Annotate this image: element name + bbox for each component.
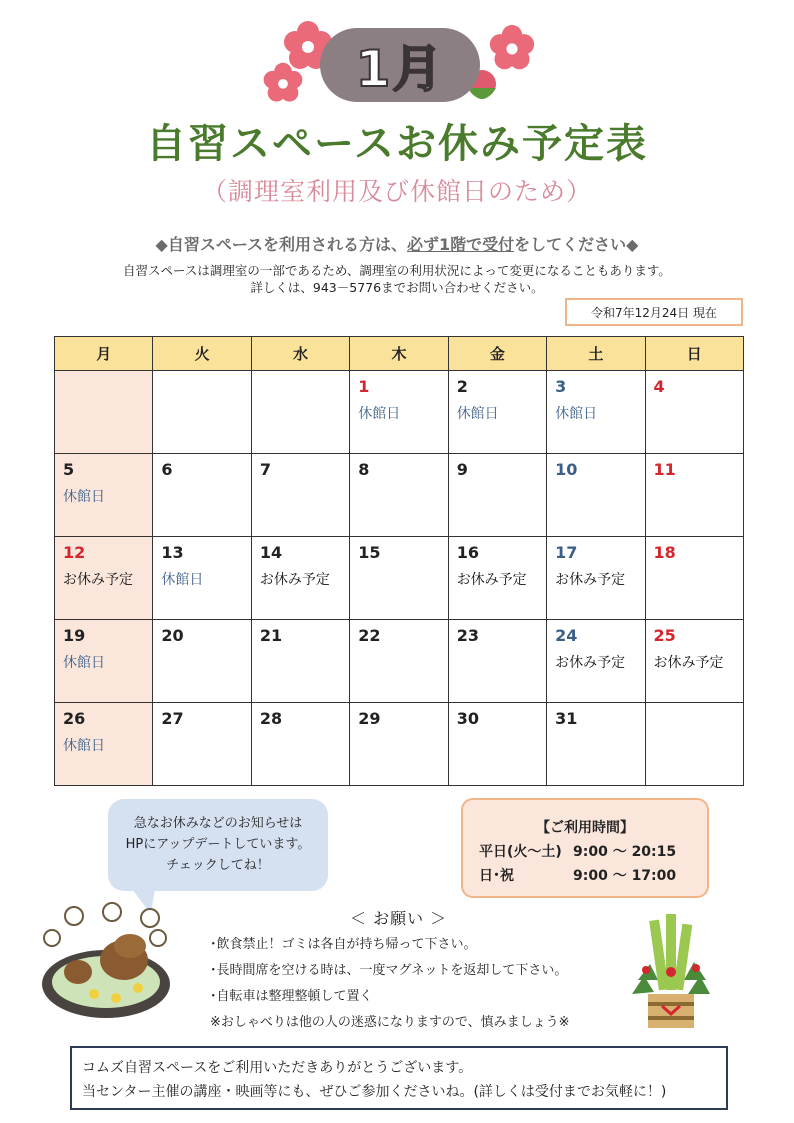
opening-hours-box: [461, 798, 709, 898]
hours-holiday-time: 9:00 ～ 17:00: [573, 868, 677, 884]
day-number: 7: [259, 460, 271, 479]
calendar-day-cell: [547, 537, 645, 620]
closed-day-label: 休館日: [358, 406, 401, 422]
day-number: 16: [456, 543, 479, 562]
day-number: 12: [63, 543, 86, 562]
day-number: 23: [456, 626, 479, 645]
weekday-header: 水: [251, 337, 349, 371]
footer-message-box: [70, 1046, 728, 1110]
calendar-day-cell: [547, 703, 645, 786]
calendar-week-row: [55, 703, 744, 786]
as-of-date: 令和7年12月24日 現在: [565, 298, 743, 326]
calendar-table: [54, 336, 744, 786]
calendar-body: [55, 371, 744, 786]
hours-weekday-time: 9:00 ～ 20:15: [573, 844, 677, 860]
month-label: 1月: [355, 40, 445, 98]
plum-blossom-icon: [262, 62, 304, 104]
calendar-day-cell: [350, 371, 448, 454]
calendar-day-cell: [153, 703, 251, 786]
weekday-header: 日: [645, 337, 743, 371]
calendar-day-cell: [645, 703, 743, 786]
closed-day-label: 休館日: [456, 406, 499, 422]
calendar-day-cell: [153, 371, 251, 454]
plum-blossom-icon: [488, 24, 536, 72]
calendar-day-cell: [55, 371, 153, 454]
weekday-header: 月: [55, 337, 153, 371]
rest-scheduled-label: お休み予定: [653, 655, 724, 671]
calendar-day-cell: [350, 454, 448, 537]
day-number: 29: [358, 709, 381, 728]
day-number: 27: [161, 709, 184, 728]
hours-weekday-row: [479, 840, 707, 864]
calendar-day-cell: [55, 703, 153, 786]
day-number: 26: [63, 709, 86, 728]
notice-emphasis: 必ず1階で受付: [407, 235, 515, 254]
weekday-header: 金: [448, 337, 546, 371]
page-title: 自習スペースお休み予定表: [146, 121, 648, 167]
calendar-day-cell: [448, 537, 546, 620]
calendar-day-cell: [547, 454, 645, 537]
closed-day-label: 休館日: [63, 489, 105, 505]
hours-title: 【ご利用時間】: [536, 820, 634, 836]
calendar-day-cell: [547, 620, 645, 703]
calendar-day-cell: [251, 703, 349, 786]
day-number: 31: [555, 709, 578, 728]
weekday-header: 火: [153, 337, 251, 371]
bubble-line-1: 急なお休みなどのお知らせは: [133, 816, 303, 831]
request-title: ＜ お願い ＞: [350, 909, 448, 928]
description-line-1: 自習スペースは調理室の一部であるため、調理室の利用状況によって変更になることもあります。: [123, 263, 671, 278]
footer-line-2: 当センター主催の講座・映画等にも、ぜひご参加くださいね。(詳しくは受付までお気軽に！): [82, 1084, 667, 1100]
day-number: 21: [259, 626, 283, 645]
rest-scheduled-label: お休み予定: [456, 572, 527, 588]
calendar-day-cell: [55, 454, 153, 537]
header: [0, 0, 794, 110]
closed-day-label: 休館日: [63, 655, 105, 671]
bubble-line-3: チェックしてね！: [166, 858, 270, 873]
closed-day-label: 休館日: [161, 572, 204, 588]
day-number: 24: [555, 626, 578, 645]
month-badge: [320, 28, 480, 102]
rest-scheduled-label: お休み予定: [555, 572, 626, 588]
speech-bubble: [108, 799, 328, 891]
day-number: 15: [358, 543, 381, 562]
calendar-day-cell: [153, 454, 251, 537]
calendar-week-row: [55, 371, 744, 454]
calendar-day-cell: [251, 454, 349, 537]
bubble-line-2: HPにアップデートしています。: [125, 837, 311, 852]
day-number: 30: [456, 709, 479, 728]
calendar-day-cell: [55, 537, 153, 620]
calendar-day-cell: [251, 371, 349, 454]
notice-suffix: をしてください◆: [514, 235, 639, 254]
day-number: 10: [555, 460, 578, 479]
day-number: 9: [456, 460, 468, 479]
day-number: 28: [259, 709, 283, 728]
kadomatsu-illustration: [628, 910, 714, 1034]
day-number: 1: [358, 377, 370, 396]
day-number: 4: [653, 377, 665, 396]
day-number: 2: [456, 377, 468, 396]
closed-day-label: 休館日: [63, 738, 105, 754]
day-number: 14: [259, 543, 283, 562]
calendar-day-cell: [645, 454, 743, 537]
calendar-day-cell: [350, 537, 448, 620]
day-number: 5: [63, 460, 75, 479]
rest-scheduled-label: お休み予定: [63, 572, 133, 588]
weekday-header: 土: [547, 337, 645, 371]
calendar-day-cell: [547, 371, 645, 454]
weekday-header: 木: [350, 337, 448, 371]
calendar-week-row: [55, 537, 744, 620]
calendar-day-cell: [645, 371, 743, 454]
day-number: 8: [358, 460, 370, 479]
day-number: 19: [63, 626, 86, 645]
page-subtitle: （調理室利用及び休館日のため）: [201, 177, 592, 206]
hours-weekday-label: 平日(火～土): [479, 844, 562, 860]
calendar-day-cell: [251, 620, 349, 703]
request-item: ･長時間席を空ける時は、一度マグネットを返却して下さい。: [210, 963, 568, 978]
request-item: ･飲食禁止！ゴミは各自が持ち帰って下さい。: [210, 937, 477, 952]
calendar-day-cell: [448, 620, 546, 703]
notice-prefix: ◆自習スペースを利用される方は、: [155, 235, 408, 254]
description: [0, 262, 794, 296]
calendar-day-cell: [251, 537, 349, 620]
day-number: 13: [161, 543, 184, 562]
day-number: 17: [555, 543, 578, 562]
hours-holiday-row: [479, 864, 707, 888]
calendar-day-cell: [153, 537, 251, 620]
day-number: 20: [161, 626, 184, 645]
calendar-day-cell: [645, 537, 743, 620]
reception-notice: [0, 232, 794, 255]
calendar-week-row: [55, 620, 744, 703]
calendar-day-cell: [448, 703, 546, 786]
footer-line-1: コムズ自習スペースをご利用いただきありがとうございます。: [82, 1060, 473, 1076]
day-number: 25: [653, 626, 676, 645]
closed-day-label: 休館日: [555, 406, 598, 422]
request-list: [210, 932, 570, 1036]
calendar-day-cell: [350, 620, 448, 703]
calendar-day-cell: [645, 620, 743, 703]
calendar-week-row: [55, 454, 744, 537]
weekday-header-row: [55, 337, 744, 371]
day-number: 18: [653, 543, 676, 562]
request-item: ･自転車は整理整頓して置く: [210, 989, 373, 1004]
day-number: 11: [653, 460, 676, 479]
hours-holiday-label: 日･祝: [479, 868, 514, 884]
rest-scheduled-label: お休み予定: [259, 572, 330, 588]
capybara-hot-spring-illustration: [38, 902, 174, 1022]
day-number: 6: [161, 460, 173, 479]
day-number: 3: [555, 377, 567, 396]
request-item: ※おしゃべりは他の人の迷惑になりますので、慎みましょう※: [210, 1015, 570, 1030]
calendar-day-cell: [55, 620, 153, 703]
calendar-day-cell: [350, 703, 448, 786]
description-line-2: 詳しくは、943－5776までお問い合わせください。: [250, 280, 544, 295]
calendar-day-cell: [153, 620, 251, 703]
calendar-day-cell: [448, 371, 546, 454]
calendar-day-cell: [448, 454, 546, 537]
day-number: 22: [358, 626, 381, 645]
rest-scheduled-label: お休み予定: [555, 655, 626, 671]
